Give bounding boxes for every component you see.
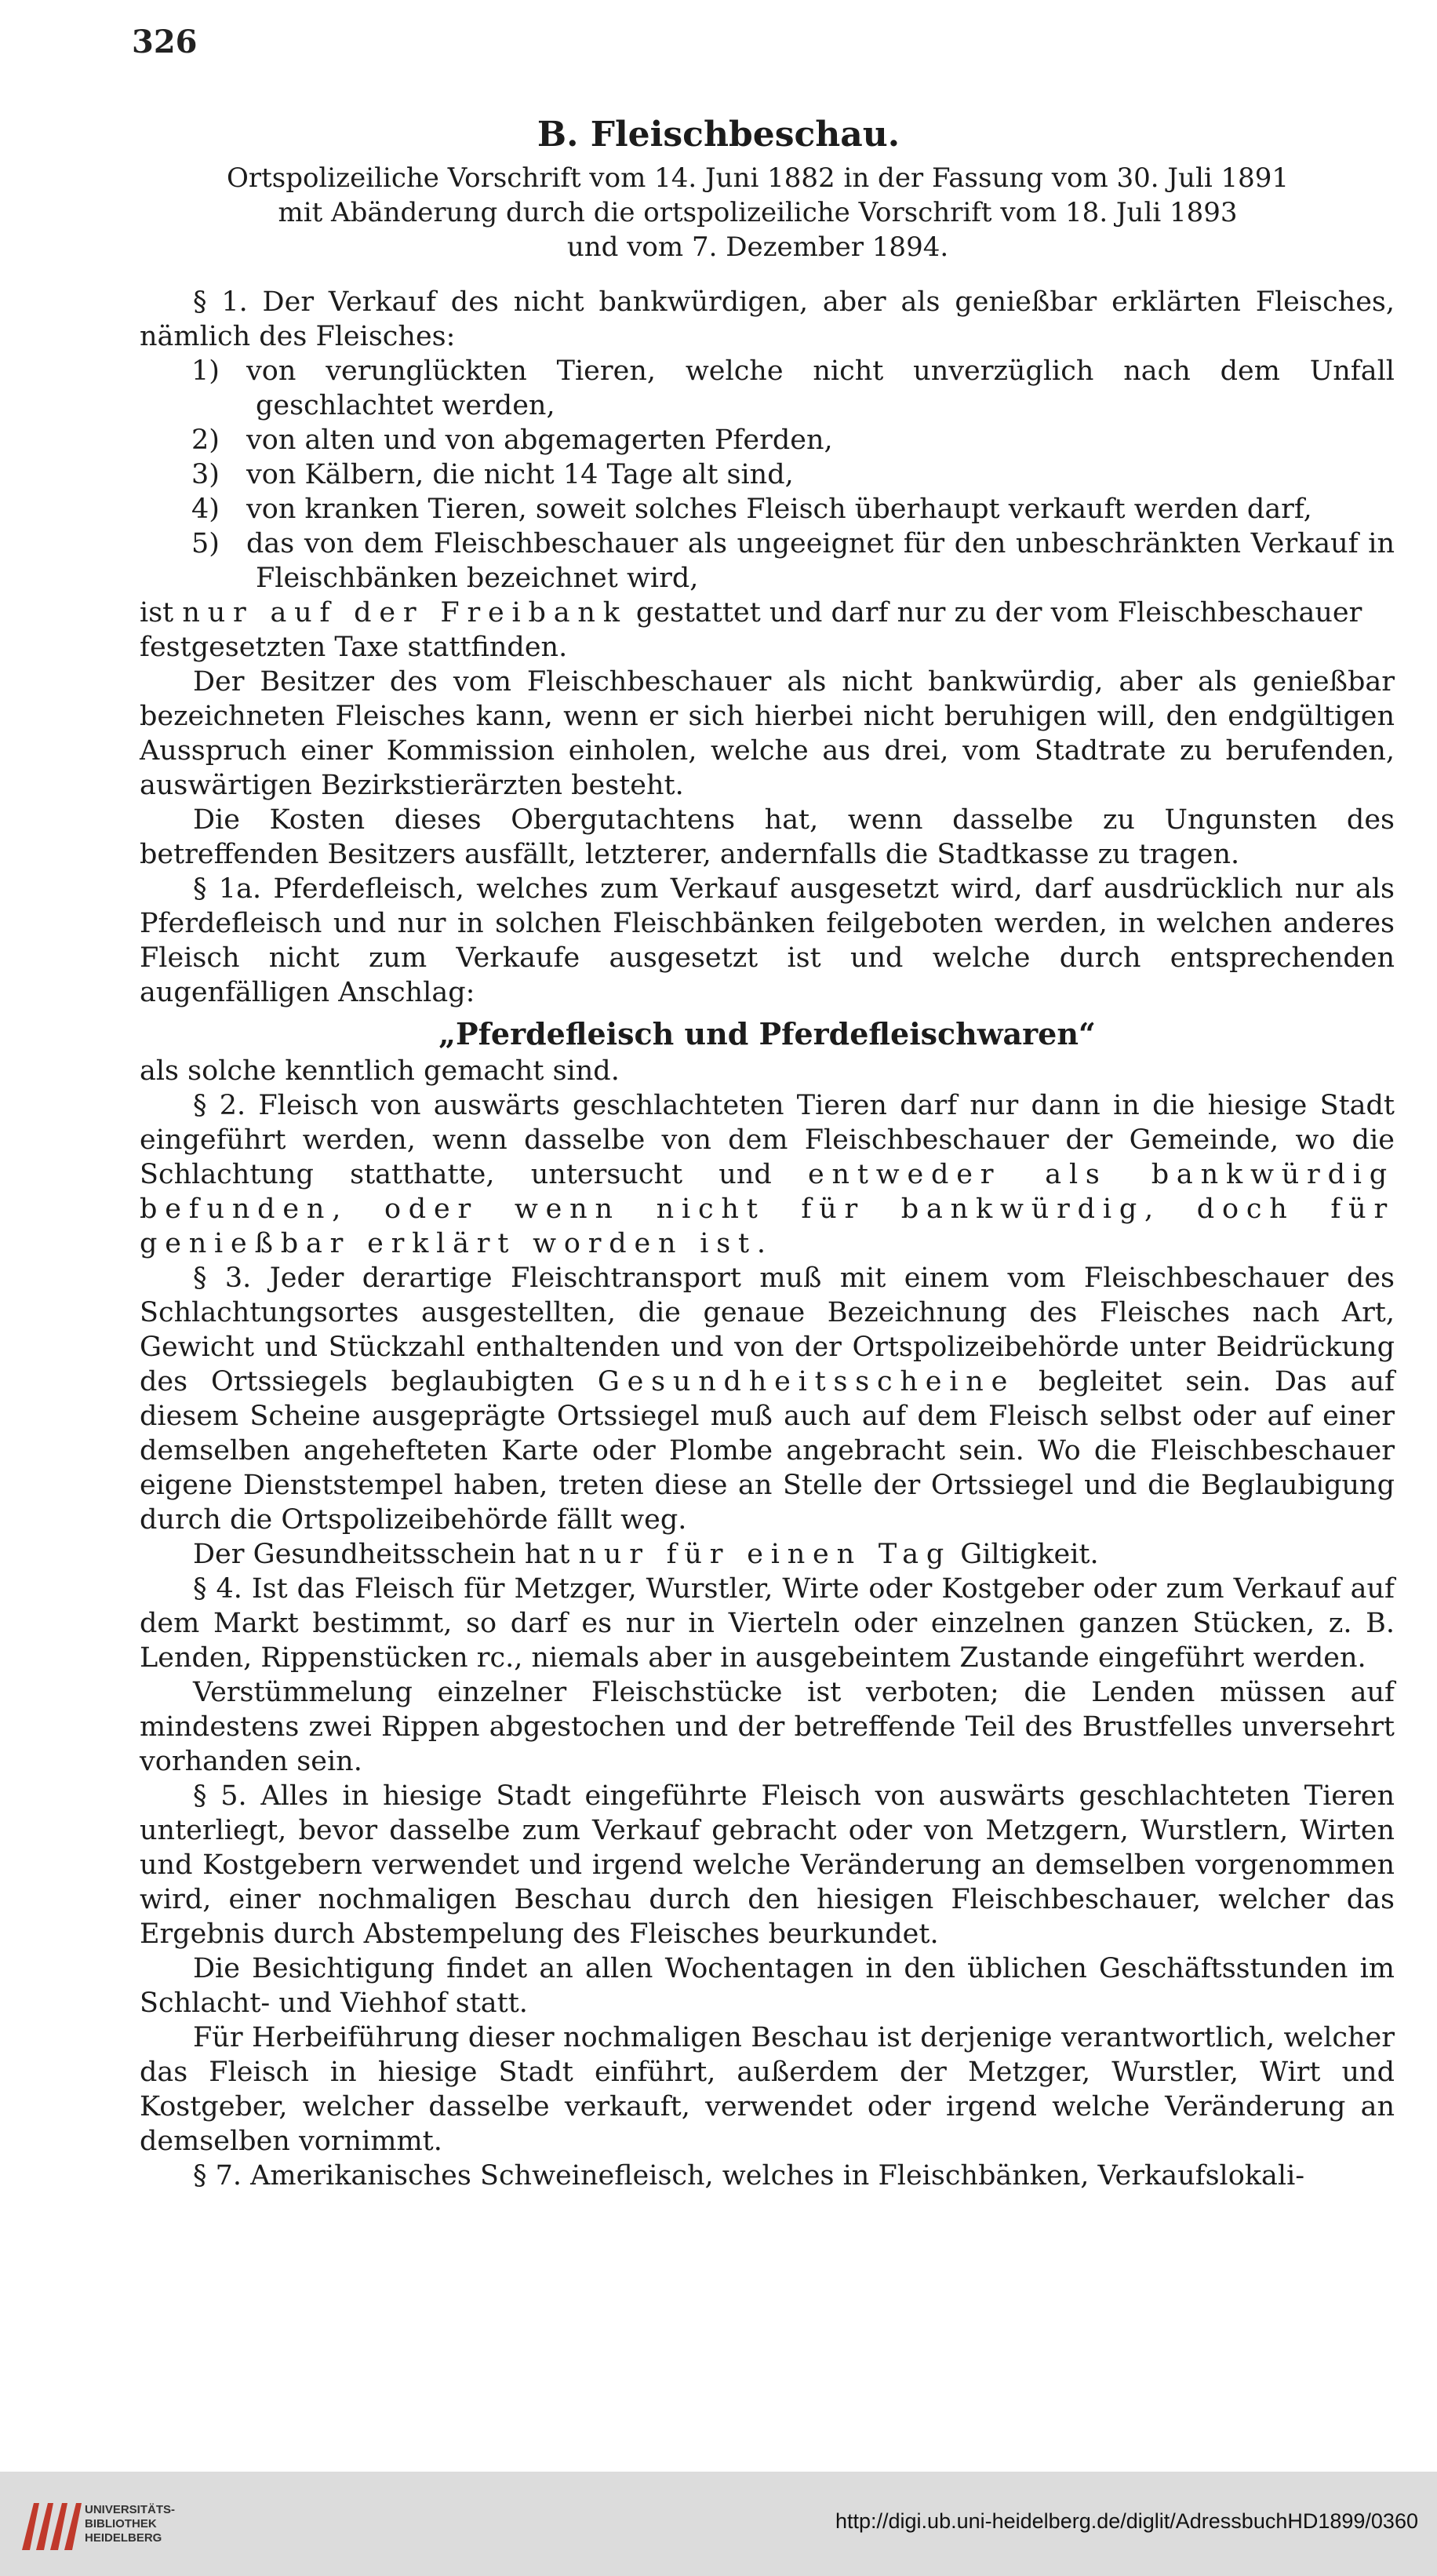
emphasized-text: Gesundheitsscheine xyxy=(597,1366,1016,1397)
paragraph-s4: § 4. Ist das Fleisch für Metzger, Wurstler, Wirte oder Kostgeber oder zum Verkauf auf dem Markt bestimmt, so darf es nur in Vierteln oder einzelnen ganzen Stücken, z. B. Lenden, Rippenstücken rc., niemals aber in ausgebeintem Zustande eingeführt werden. xyxy=(140,1573,1395,1674)
page-number: 326 xyxy=(132,24,198,60)
document-body xyxy=(140,285,1395,2193)
regulation-subtitle xyxy=(157,161,1359,264)
paragraph-s3 xyxy=(140,1261,1395,1537)
text-run: Der Gesundheitsschein hat xyxy=(193,1539,579,1570)
library-name-line: UNIVERSITÄTS- xyxy=(85,2503,176,2516)
paragraph-s1-intro: § 1. Der Verkauf des nicht bankwürdigen, aber als genießbar erklärten Fleisches, nämlich des Fleisches: xyxy=(140,286,1395,352)
paragraph-s2 xyxy=(140,1088,1395,1261)
subtitle-line: mit Abänderung durch die ortspolizeiliche Vorschrift vom 18. Juli 1893 xyxy=(278,197,1238,228)
paragraph-s1a-after: als solche kenntlich gemacht sind. xyxy=(140,1055,620,1087)
library-name xyxy=(85,2503,175,2545)
digitization-footer xyxy=(0,2472,1437,2576)
list-item xyxy=(140,526,1395,596)
emphasized-text: nur für einen Tag xyxy=(578,1539,952,1570)
list-item-number: 4) xyxy=(191,494,220,525)
text-run: ist xyxy=(140,597,183,629)
list-item-text: das von dem Fleischbeschauer als ungeeignet für den unbeschränkten Verkauf in Fleischbänken bezeichnet wird, xyxy=(246,528,1395,594)
paragraph-s4-mutilation: Verstümmelung einzelner Fleischstücke ist verboten; die Lenden müssen auf mindestens zwei Rippen abgestochen und der betreffende Teil des Brustfelles unversehrt vorhanden sein. xyxy=(140,1677,1395,1777)
emphasized-text: nur auf der Freibank xyxy=(182,597,628,629)
section-heading: B. Fleischbeschau. xyxy=(537,115,900,155)
list-item-text: von kranken Tieren, soweit solches Fleisch überhaupt verkauft werden darf, xyxy=(246,494,1312,525)
paragraph-s1-close xyxy=(140,596,1395,665)
text-run: § 2. Fleisch von auswärts geschlachteten Tieren darf nur dann in die hiesige Stadt eingeführt werden, wenn dasselbe von dem Fleischbeschauer der Gemeinde, wo die Schlachtung statthatte, untersucht und xyxy=(140,1090,1395,1190)
list-item-text: von alten und von abgemagerten Pferden, xyxy=(246,424,833,456)
list-item-text: von Kälbern, die nicht 14 Tage alt sind, xyxy=(246,459,794,490)
library-name-line: BIBLIOTHEK xyxy=(85,2517,157,2530)
list-item xyxy=(140,423,1395,457)
subtitle-line: Ortspolizeiliche Vorschrift vom 14. Juni 1882 in der Fassung vom 30. Juli 1891 xyxy=(226,162,1290,194)
paragraph-s3-validity xyxy=(140,1537,1395,1572)
paragraph-s5: § 5. Alles in hiesige Stadt eingeführte Fleisch von auswärts geschlachteten Tieren unterliegt, bevor dasselbe zum Verkauf gebracht oder von Metzgern, Wurstlern, Wirten und Kostgebern verwendet und irgend welche Veränderung an demselben vorgenommen wird, einer nochmaligen Beschau durch den hiesigen Fleischbeschauer, welcher das Ergebnis durch Abstempelung des Fleisches beurkundet. xyxy=(140,1780,1395,1950)
text-run: gestattet und darf nur zu der vom Fleischbeschauer festgesetzten Taxe stattfinden. xyxy=(140,597,1362,663)
text-run: Giltigkeit. xyxy=(951,1539,1099,1570)
list-item xyxy=(140,354,1395,423)
list-item-number: 3) xyxy=(191,459,220,490)
paragraph-s1a: § 1a. Pferdefleisch, welches zum Verkauf ausgesetzt wird, darf ausdrücklich nur als Pferdefleisch und nur in solchen Fleischbänken feilgeboten werden, in welchen anderes Fleisch nicht zum Verkaufe ausgesetzt ist und welche durch entsprechenden augenfälligen Anschlag: xyxy=(140,873,1395,1008)
list-item xyxy=(140,457,1395,492)
library-name-line: HEIDELBERG xyxy=(85,2531,162,2545)
list-item-text: von verunglückten Tieren, welche nicht unverzüglich nach dem Unfall geschlachtet werden, xyxy=(246,355,1395,421)
list-item-number: 1) xyxy=(191,355,220,387)
list-item-number: 5) xyxy=(191,528,220,559)
paragraph-s1-costs: Die Kosten dieses Obergutachtens hat, wenn dasselbe zu Ungunsten des betreffenden Besitzers ausfällt, letzterer, andernfalls die Stadtkasse zu tragen. xyxy=(140,804,1395,870)
list-s1-items xyxy=(140,354,1395,596)
subtitle-line: und vom 7. Dezember 1894. xyxy=(566,231,949,263)
university-library-logo-icon xyxy=(14,2487,85,2558)
paragraph-s5-responsibility: Für Herbeiführung dieser nochmaligen Beschau ist derjenige verantwortlich, welcher das Fleisch in hiesige Stadt einführt, außerdem der Metzger, Wurstler, Wirt und Kostgeber, welcher dasselbe verkauft, verwendet oder irgend welche Veränderung an demselben vornimmt. xyxy=(140,2022,1395,2157)
text-run: § 3. Jeder derartige Fleischtransport muß mit einem vom Fleischbeschauer des Schlachtungsortes ausgestellten, die genaue Bezeichnung des Fleisches nach Art, Gewicht und Stückzahl enthaltenden und von der Ortspolizeibehörde unter Beidrückung des Ortssiegels beglaubigten xyxy=(140,1262,1395,1397)
text-run: begleitet sein. Das auf diesem Scheine ausgeprägte Ortssiegel muß auch auf dem Fleisch selbst oder auf einer demselben angehefteten Karte oder Plombe angebracht sein. Wo die Fleischbeschauer eigene Dienststempel haben, treten diese an Stelle der Ortssiegel und die Beglaubigung durch die Ortspolizeibehörde fällt weg. xyxy=(140,1366,1395,1536)
list-item-number: 2) xyxy=(191,424,220,456)
paragraph-s1-appeal: Der Besitzer des vom Fleischbeschauer als nicht bankwürdig, aber als genießbar bezeichneten Fleisches kann, wenn er sich hierbei nicht beruhigen will, den endgültigen Ausspruch einer Kommission einholen, welche aus drei, vom Stadtrate zu berufenden, auswärtigen Bezirkstierärzten besteht. xyxy=(140,666,1395,801)
list-item xyxy=(140,492,1395,526)
emphasized-text: entweder als bankwürdig befunden, oder wenn nicht für bankwürdig, doch für genießbar erklärt worden ist. xyxy=(140,1159,1395,1259)
paragraph-s7: § 7. Amerikanisches Schweinefleisch, welches in Fleischbänken, Verkaufslokali- xyxy=(193,2160,1305,2192)
horse-meat-notice: „Pferdefleisch und Pferdefleischwaren“ xyxy=(438,1016,1096,1051)
paragraph-s5-inspection: Die Besichtigung findet an allen Wochentagen in den üblichen Geschäftsstunden im Schlacht- und Viehhof statt. xyxy=(140,1953,1395,2019)
source-url-link[interactable]: http://digi.ub.uni-heidelberg.de/diglit/AdressbuchHD1899/0360 xyxy=(835,2509,1418,2533)
